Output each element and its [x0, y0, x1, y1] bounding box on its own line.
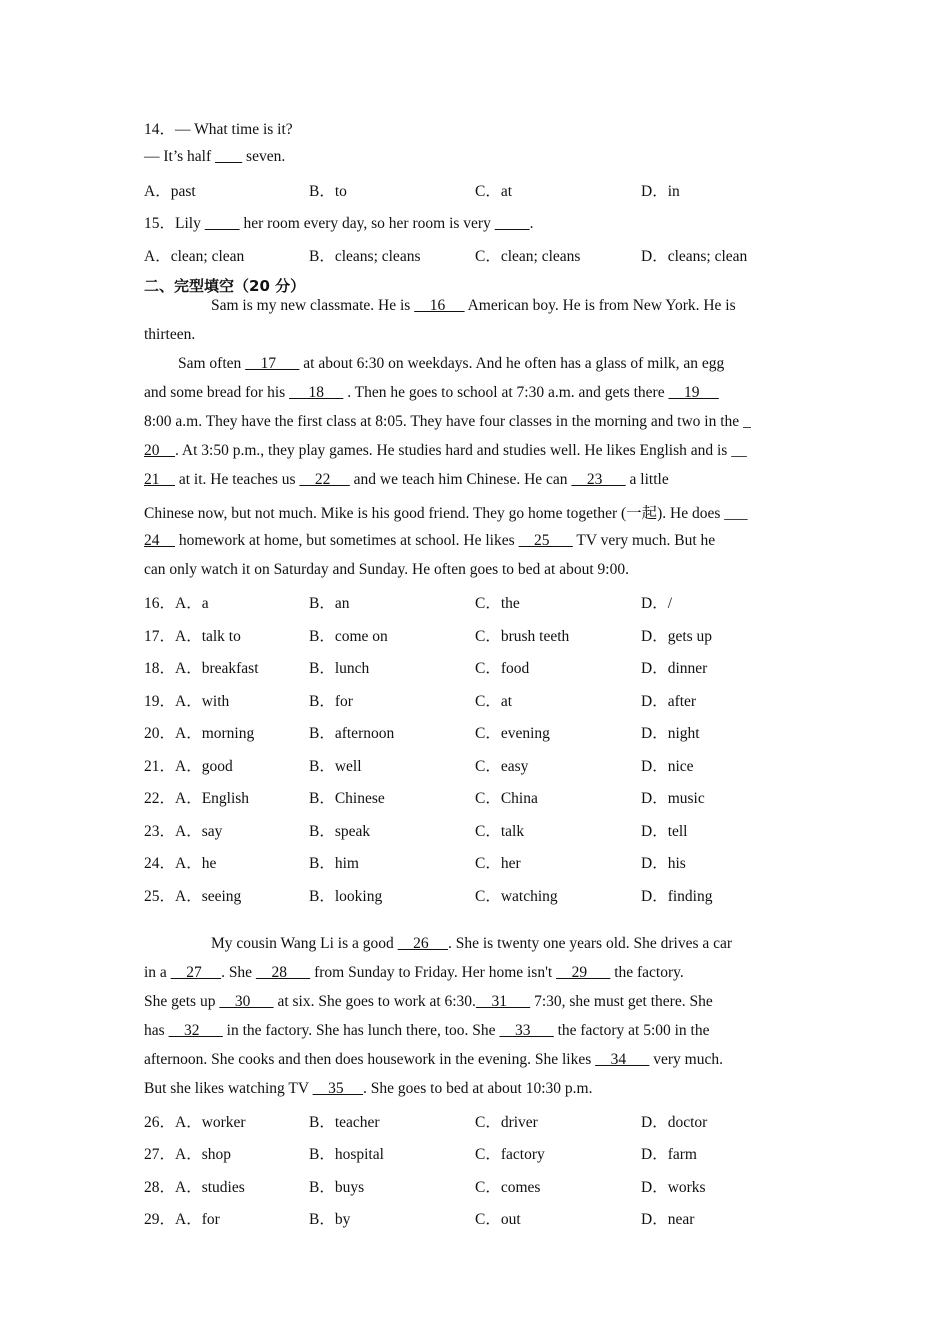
- option-c: C．food: [475, 660, 530, 677]
- blank: [215, 148, 242, 165]
- option-c: C．easy: [475, 758, 529, 775]
- option-d: D．nice: [641, 758, 694, 775]
- option-b: B．hospital: [309, 1146, 384, 1163]
- blank-21: 21: [144, 471, 175, 488]
- option-c: C．her: [475, 855, 521, 872]
- option-c: C．brush teeth: [475, 628, 570, 645]
- option-b: B．speak: [309, 823, 371, 840]
- option-c: C．at: [475, 183, 513, 200]
- option-a: 18．A．breakfast: [144, 660, 259, 677]
- option-d: D．cleans; clean: [641, 248, 748, 265]
- blank-34: 34: [595, 1051, 650, 1068]
- option-a: 24．A．he: [144, 855, 217, 872]
- passage-1-line: 20 . At 3:50 p.m., they play games. He studies hard and studies well. He likes English and is __: [144, 442, 747, 459]
- blank-16: 16: [414, 297, 465, 314]
- blank-30: 30: [219, 993, 274, 1010]
- option-a: 22．A．English: [144, 790, 250, 807]
- option-a: 23．A．say: [144, 823, 223, 840]
- option-a: 27．A．shop: [144, 1146, 231, 1163]
- option-c: C．evening: [475, 725, 550, 742]
- passage-1-line: and some bread for his 18 . Then he goes to school at 7:30 a.m. and gets there 19: [144, 384, 719, 401]
- option-a: 21．A．good: [144, 758, 233, 775]
- passage-1-line: can only watch it on Saturday and Sunday. He often goes to bed at about 9:00.: [144, 561, 629, 578]
- blank-27: 27: [170, 964, 222, 981]
- option-c: C．watching: [475, 888, 558, 905]
- passage-1-line: 8:00 a.m. They have the first class at 8:05. They have four classes in the morning and two in the _: [144, 413, 751, 430]
- option-c: C．comes: [475, 1179, 541, 1196]
- blank-19: 19: [668, 384, 719, 401]
- option-c: C．China: [475, 790, 538, 807]
- option-d: D．tell: [641, 823, 688, 840]
- passage-2-line: She gets up 30 at six. She goes to work at 6:30. 31 7:30, she must get there. She: [144, 993, 713, 1010]
- option-b: B．afternoon: [309, 725, 395, 742]
- option-b: B．come on: [309, 628, 388, 645]
- option-d: D．night: [641, 725, 700, 742]
- passage-2-line: in a 27 . She 28 from Sunday to Friday. Her home isn't 29 the factory.: [144, 964, 684, 981]
- option-a: 20．A．morning: [144, 725, 255, 742]
- blank: [205, 215, 240, 232]
- option-d: D．works: [641, 1179, 706, 1196]
- option-b: B．an: [309, 595, 350, 612]
- option-a: 28．A．studies: [144, 1179, 245, 1196]
- option-d: D．dinner: [641, 660, 708, 677]
- blank-35: 35: [312, 1080, 363, 1097]
- option-a: 25．A．seeing: [144, 888, 242, 905]
- blank-23: 23: [571, 471, 626, 488]
- option-b: B．looking: [309, 888, 383, 905]
- passage-1-line: 24 homework at home, but sometimes at school. He likes 25 TV very much. But he: [144, 532, 716, 549]
- blank-18: 18: [289, 384, 344, 401]
- option-d: D．his: [641, 855, 686, 872]
- blank: [495, 215, 530, 232]
- question-15-stem: 15．Lily her room every day, so her room is very .: [144, 215, 534, 232]
- option-d: D．farm: [641, 1146, 697, 1163]
- option-c: C．clean; cleans: [475, 248, 581, 265]
- option-a: 17．A．talk to: [144, 628, 241, 645]
- option-d: D．music: [641, 790, 705, 807]
- option-c: C．out: [475, 1211, 521, 1228]
- blank-29: 29: [556, 964, 611, 981]
- option-c: C．at: [475, 693, 513, 710]
- option-b: B．to: [309, 183, 347, 200]
- option-c: C．talk: [475, 823, 525, 840]
- passage-1-line: 21 at it. He teaches us 22 and we teach him Chinese. He can 23 a little: [144, 471, 669, 488]
- option-b: B．teacher: [309, 1114, 380, 1131]
- question-14-answer-line: — It’s half seven.: [144, 148, 286, 165]
- option-a: 19．A．with: [144, 693, 230, 710]
- blank-22: 22: [299, 471, 350, 488]
- question-14-stem: 14．— What time is it?: [144, 121, 293, 138]
- option-b: B．lunch: [309, 660, 370, 677]
- option-d: D．gets up: [641, 628, 713, 645]
- blank-25: 25: [518, 532, 573, 549]
- option-c: C．factory: [475, 1146, 545, 1163]
- option-b: B．well: [309, 758, 362, 775]
- option-a: A．past: [144, 183, 196, 200]
- option-c: C．the: [475, 595, 520, 612]
- passage-1-line: Sam is my new classmate. He is 16 American boy. He is from New York. He is: [211, 297, 736, 314]
- passage-2-line: has 32 in the factory. She has lunch there, too. She 33 the factory at 5:00 in the: [144, 1022, 710, 1039]
- passage-2-line: afternoon. She cooks and then does housework in the evening. She likes 34 very much.: [144, 1051, 723, 1068]
- section-heading: 二、完型填空（20 分）: [144, 277, 306, 295]
- option-b: B．buys: [309, 1179, 365, 1196]
- option-a: 16．A．a: [144, 595, 209, 612]
- option-a: 29．A．for: [144, 1211, 220, 1228]
- passage-2-line: My cousin Wang Li is a good 26 . She is twenty one years old. She drives a car: [211, 935, 733, 952]
- option-d: D．after: [641, 693, 697, 710]
- blank-24: 24: [144, 532, 175, 549]
- option-d: D．near: [641, 1211, 695, 1228]
- blank-31: 31: [475, 993, 531, 1010]
- option-b: B．him: [309, 855, 359, 872]
- option-a: 26．A．worker: [144, 1114, 246, 1131]
- option-c: C．driver: [475, 1114, 538, 1131]
- passage-2-line: But she likes watching TV 35 . She goes to bed at about 10:30 p.m.: [144, 1080, 593, 1097]
- blank-33: 33: [499, 1022, 554, 1039]
- blank-17: 17: [245, 355, 300, 372]
- option-a: A．clean; clean: [144, 248, 245, 265]
- passage-1-line: Sam often 17 at about 6:30 on weekdays. And he often has a glass of milk, an egg: [178, 355, 725, 372]
- blank-20: 20: [144, 442, 175, 459]
- option-d: D．doctor: [641, 1114, 708, 1131]
- blank-26: 26: [397, 935, 448, 952]
- option-b: B．by: [309, 1211, 351, 1228]
- option-b: B．cleans; cleans: [309, 248, 421, 265]
- option-d: D．/: [641, 595, 673, 612]
- blank-28: 28: [255, 964, 311, 981]
- blank-32: 32: [168, 1022, 223, 1039]
- option-d: D．finding: [641, 888, 713, 905]
- option-b: B．Chinese: [309, 790, 385, 807]
- option-b: B．for: [309, 693, 353, 710]
- option-d: D．in: [641, 183, 680, 200]
- passage-1-line: thirteen.: [144, 326, 196, 343]
- passage-1-line: Chinese now, but not much. Mike is his good friend. They go home together (一起). He does ___: [144, 505, 748, 522]
